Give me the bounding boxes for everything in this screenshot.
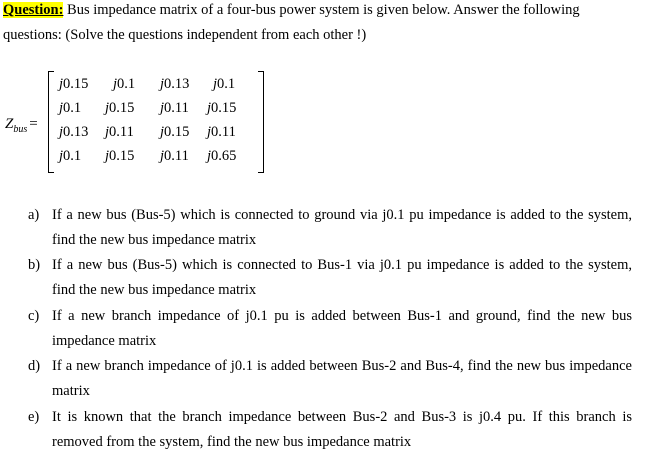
matrix-cell: j0.1 bbox=[213, 76, 236, 92]
matrix-cell: j0.11 bbox=[160, 100, 189, 116]
sub-question-e bbox=[28, 405, 632, 455]
item-letter: c) bbox=[28, 308, 40, 324]
matrix-cell: j0.15 bbox=[105, 148, 135, 164]
matrix-cell: j0.13 bbox=[160, 76, 190, 92]
item-text: If a new bus (Bus-5) which is connected to Bus-1 via j0.1 pu impedance is added to the system, find the new bus impedance matrix bbox=[52, 257, 632, 298]
imaginary-unit: j bbox=[160, 124, 165, 140]
zbus-letter: Z bbox=[5, 116, 14, 132]
imaginary-unit: j bbox=[113, 76, 118, 92]
imaginary-unit: j bbox=[207, 148, 212, 164]
bus-impedance-matrix bbox=[48, 72, 264, 172]
item-letter: b) bbox=[28, 257, 41, 273]
imaginary-unit: j bbox=[207, 100, 212, 116]
matrix-cell: j0.65 bbox=[207, 148, 237, 164]
item-letter: d) bbox=[28, 358, 41, 374]
item-text: If a new branch impedance of j0.1 pu is added between Bus-1 and ground, find the new bus impedance matrix bbox=[52, 308, 632, 349]
question-header bbox=[3, 2, 643, 19]
imaginary-unit: j bbox=[59, 100, 64, 116]
imaginary-unit: j bbox=[160, 76, 165, 92]
imaginary-unit: j bbox=[59, 148, 64, 164]
item-text: If a new branch impedance of j0.1 is added between Bus-2 and Bus-4, find the new bus impedance matrix bbox=[52, 358, 632, 399]
imaginary-unit: j bbox=[105, 148, 110, 164]
imaginary-unit: j bbox=[59, 76, 64, 92]
imaginary-unit: j bbox=[160, 148, 165, 164]
imaginary-unit: j bbox=[105, 124, 110, 140]
matrix-cell: j0.1 bbox=[59, 100, 82, 116]
imaginary-unit: j bbox=[59, 124, 64, 140]
item-letter: e) bbox=[28, 409, 40, 425]
zbus-subscript: bus bbox=[13, 124, 28, 135]
matrix-cell: j0.15 bbox=[59, 76, 89, 92]
matrix-cell: j0.1 bbox=[113, 76, 136, 92]
matrix-cell: j0.15 bbox=[160, 124, 190, 140]
item-letter: a) bbox=[28, 207, 40, 223]
question-instructions: questions: (Solve the questions independent from each other !) bbox=[3, 27, 367, 43]
sub-question-b bbox=[28, 253, 632, 303]
matrix-cell: j0.11 bbox=[105, 124, 134, 140]
question-intro: Bus impedance matrix of a four-bus power system is given below. Answer the following bbox=[63, 2, 580, 18]
sub-question-d bbox=[28, 354, 632, 404]
imaginary-unit: j bbox=[160, 100, 165, 116]
question-label: Question: bbox=[3, 2, 64, 18]
matrix-cell: j0.13 bbox=[59, 124, 89, 140]
item-text: It is known that the branch impedance between Bus-2 and Bus-3 is j0.4 pu. If this branch is removed from the system, find the new bus impedance matrix bbox=[52, 409, 632, 450]
item-text: If a new bus (Bus-5) which is connected to ground via j0.1 pu impedance is added to the system, find the new bus impedance matrix bbox=[52, 207, 632, 248]
imaginary-unit: j bbox=[213, 76, 218, 92]
matrix-cell: j0.11 bbox=[160, 148, 189, 164]
imaginary-unit: j bbox=[105, 100, 110, 116]
imaginary-unit: j bbox=[207, 124, 212, 140]
matrix-cell: j0.1 bbox=[59, 148, 82, 164]
sub-question-a bbox=[28, 203, 632, 253]
matrix-cell: j0.15 bbox=[207, 100, 237, 116]
zbus-symbol bbox=[5, 116, 38, 135]
zbus-equals: = bbox=[29, 116, 38, 132]
sub-question-c bbox=[28, 304, 632, 354]
matrix-cell: j0.11 bbox=[207, 124, 236, 140]
matrix-cell: j0.15 bbox=[105, 100, 135, 116]
